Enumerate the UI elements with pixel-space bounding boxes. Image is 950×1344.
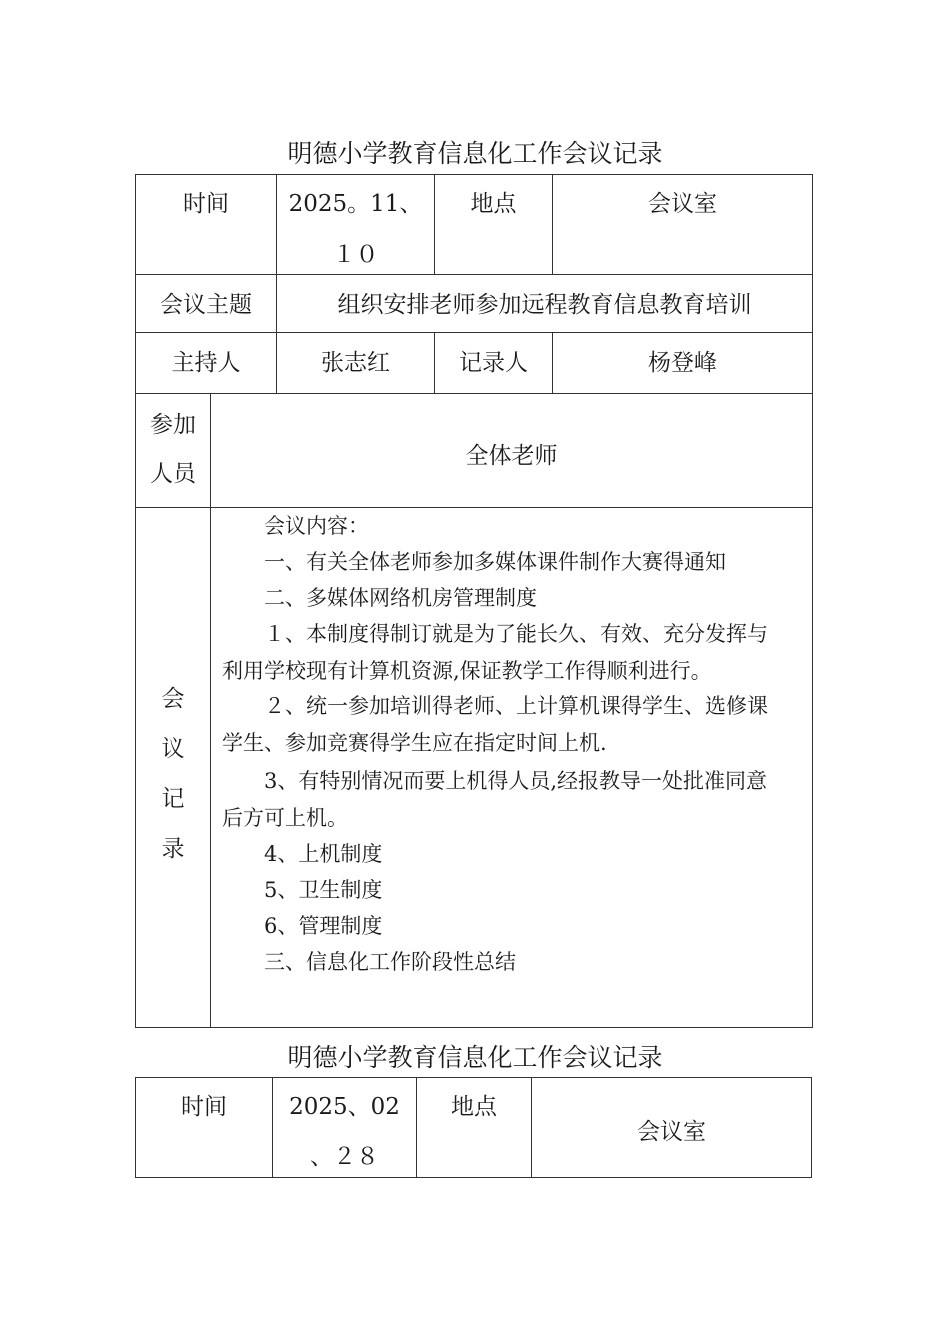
minutes-line: 三、信息化工作阶段性总结: [264, 950, 516, 974]
time-value-line1: 2025、02: [289, 1094, 400, 1120]
time-label: 时间: [181, 1094, 227, 1120]
topic-label: 会议主题: [160, 292, 252, 318]
time-value-line2: １０: [332, 242, 379, 268]
time-label: 时间: [183, 191, 229, 217]
minutes-line: 5、卫生制度: [264, 878, 383, 902]
row-divider: [135, 507, 813, 508]
place-label: 地点: [470, 191, 517, 217]
row-divider: [135, 332, 813, 333]
attendees-label-line2: 人员: [150, 461, 196, 487]
recorder-label: 记录人: [459, 350, 528, 376]
row-divider: [135, 274, 813, 275]
record1-title: 明德小学教育信息化工作会议记录: [287, 139, 663, 168]
minutes-line: 二、多媒体网络机房管理制度: [264, 586, 537, 610]
minutes-line: ２、统一参加培训得老师、上计算机课得学生、选修课: [264, 694, 768, 718]
minutes-label-char: 会: [161, 686, 185, 712]
col-divider: [210, 393, 211, 1028]
minutes-label-char: 议: [161, 736, 185, 762]
minutes-label-char: 记: [161, 786, 185, 812]
host-value: 张志红: [321, 350, 390, 376]
place-label: 地点: [451, 1094, 497, 1120]
minutes-line: 4、上机制度: [264, 842, 383, 866]
minutes-line: 后方可上机。: [222, 806, 348, 830]
topic-value: 组织安排老师参加远程教育信息教育培训: [337, 292, 752, 318]
place-value: 会议室: [648, 191, 717, 217]
minutes-line: 3、有特别情况而要上机得人员,经报教导一处批准同意: [264, 769, 768, 793]
record2-title: 明德小学教育信息化工作会议记录: [287, 1043, 663, 1072]
time-value-line2: 、２８: [310, 1144, 379, 1170]
minutes-line: 学生、参加竞赛得学生应在指定时间上机.: [222, 731, 607, 755]
recorder-value: 杨登峰: [648, 350, 717, 376]
minutes-line: 6、管理制度: [264, 914, 383, 938]
minutes-line: 会议内容：: [264, 514, 369, 538]
minutes-line: 一、有关全体老师参加多媒体课件制作大赛得通知: [264, 550, 726, 574]
host-label: 主持人: [171, 350, 241, 376]
minutes-label-char: 录: [161, 836, 185, 862]
attendees-label-line1: 参加: [150, 412, 196, 438]
place-value: 会议室: [637, 1119, 706, 1145]
minutes-line: １、本制度得制订就是为了能长久、有效、充分发挥与: [264, 622, 768, 646]
attendees-value: 全体老师: [465, 443, 558, 469]
time-value-line1: 2025。11、: [288, 191, 423, 217]
row-divider: [135, 393, 813, 394]
minutes-line: 利用学校现有计算机资源,保证教学工作得顺利进行。: [222, 659, 712, 683]
